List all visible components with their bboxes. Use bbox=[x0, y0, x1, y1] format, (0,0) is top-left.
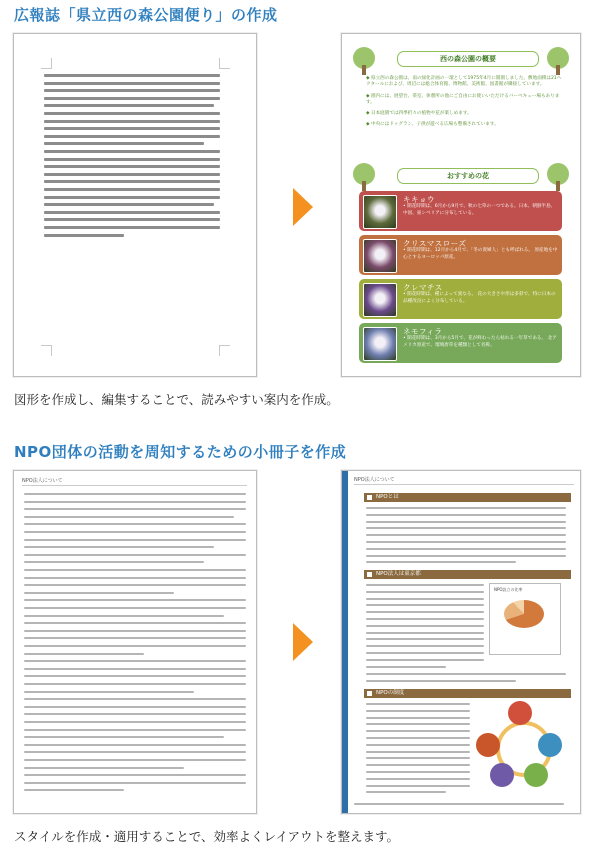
text-line bbox=[24, 516, 234, 518]
text-line bbox=[24, 698, 246, 700]
text-line bbox=[24, 615, 224, 617]
text-line bbox=[24, 531, 246, 533]
text-line bbox=[44, 226, 220, 229]
text-line bbox=[24, 789, 124, 791]
text-line bbox=[24, 683, 246, 685]
text-line bbox=[366, 541, 566, 543]
npo-styled-page bbox=[341, 470, 581, 814]
text-line bbox=[366, 744, 470, 746]
text-line bbox=[44, 196, 220, 199]
text-line bbox=[24, 660, 246, 662]
text-line bbox=[44, 211, 220, 214]
arrow-right-icon bbox=[293, 623, 313, 661]
text-line bbox=[366, 625, 484, 627]
npo-header-styled: NPO法人について bbox=[354, 477, 395, 483]
text-line bbox=[24, 501, 246, 503]
npo-section-1: NPOとは bbox=[364, 493, 571, 502]
section-title-npo: NPO団体の活動を周知するための小冊子を作成 bbox=[14, 443, 347, 461]
overview-bullet: ◆ 県立西の森公園は、南の緑化計画の一環として1975年4月に開園しました。敷地面積は21ヘクタールにおよび、周辺には総合体育館、博物館、美術館、図書館が隣接しています。 bbox=[366, 76, 562, 88]
text-line bbox=[24, 706, 246, 708]
text-line bbox=[366, 673, 566, 675]
text-line bbox=[24, 744, 246, 746]
text-line bbox=[24, 622, 246, 624]
text-line bbox=[366, 638, 484, 640]
flower-photo bbox=[363, 239, 397, 273]
text-line bbox=[24, 523, 246, 525]
text-line bbox=[24, 675, 246, 677]
text-line bbox=[24, 645, 246, 647]
text-line bbox=[366, 751, 470, 753]
flower-name: クリスマスローズ bbox=[403, 239, 467, 248]
text-line bbox=[24, 592, 174, 594]
text-line bbox=[366, 764, 470, 766]
text-line bbox=[366, 527, 566, 529]
text-line bbox=[366, 666, 446, 668]
text-line bbox=[366, 778, 470, 780]
text-line bbox=[44, 104, 214, 107]
text-line bbox=[24, 554, 246, 556]
text-line bbox=[366, 791, 446, 793]
flower-name: ネモフィラ bbox=[403, 327, 443, 336]
overview-bullet: ◆ 中央にはドッグラン、子供が遊べる広場も整備されています。 bbox=[366, 122, 499, 128]
caption-brochure: 図形を作成し、編集することで、読みやすい案内を作成。 bbox=[14, 392, 339, 407]
text-line bbox=[44, 120, 220, 123]
text-line bbox=[24, 607, 246, 609]
npo-section-3: NPOの制度 bbox=[364, 689, 571, 698]
arrow-right-icon bbox=[293, 188, 313, 226]
text-line bbox=[44, 150, 220, 153]
text-line bbox=[24, 736, 224, 738]
flower-card bbox=[359, 323, 562, 363]
flower-photo bbox=[363, 283, 397, 317]
text-line bbox=[24, 691, 194, 693]
text-line bbox=[24, 546, 214, 548]
text-line bbox=[44, 165, 220, 168]
text-line bbox=[24, 561, 204, 563]
text-line bbox=[366, 723, 470, 725]
text-line bbox=[366, 737, 470, 739]
text-line bbox=[366, 730, 470, 732]
text-line bbox=[366, 632, 484, 634]
text-line bbox=[366, 591, 484, 593]
text-line bbox=[366, 771, 470, 773]
text-line bbox=[44, 158, 220, 161]
text-line bbox=[24, 539, 246, 541]
text-line bbox=[44, 203, 214, 206]
text-line bbox=[24, 508, 246, 510]
text-line bbox=[44, 180, 220, 183]
text-line bbox=[24, 584, 246, 586]
flower-card bbox=[359, 279, 562, 319]
text-line bbox=[24, 493, 246, 495]
text-line bbox=[366, 757, 470, 759]
text-line bbox=[366, 618, 484, 620]
text-line bbox=[366, 717, 470, 719]
text-line bbox=[24, 782, 246, 784]
text-line bbox=[44, 127, 220, 130]
text-line bbox=[366, 507, 566, 509]
text-line bbox=[24, 721, 246, 723]
flower-name: キキョウ bbox=[403, 195, 435, 204]
text-line bbox=[366, 680, 516, 682]
caption-npo: スタイルを作成・適用することで、効率よくレイアウトを整えます。 bbox=[14, 829, 400, 844]
text-line bbox=[44, 82, 220, 85]
text-line bbox=[366, 584, 484, 586]
text-line bbox=[366, 548, 566, 550]
text-line bbox=[366, 514, 566, 516]
flower-description: • 開花時期は、12月から4月で、「冬の貴婦人」とも呼ばれる。 原産地を中心とするヨーロッパ原産。 bbox=[403, 248, 558, 260]
text-line bbox=[366, 652, 484, 654]
text-line bbox=[44, 74, 220, 77]
flower-card bbox=[359, 235, 562, 275]
text-line bbox=[44, 234, 124, 237]
npo-pie-title: NPO設立の比率 bbox=[494, 587, 523, 592]
flower-photo bbox=[363, 327, 397, 361]
flower-description: • 開花時期は、3月から5月で、花が終わったら枯れる一年草である。 北アメリカ原産で、瑠璃唐草を種類として名称。 bbox=[403, 336, 557, 348]
text-line bbox=[366, 534, 566, 536]
text-line bbox=[44, 135, 220, 138]
text-line bbox=[44, 112, 220, 115]
npo-section-2: NPO法人は東京都 bbox=[364, 570, 571, 579]
brochure-heading: 西の森公園の概要 bbox=[397, 51, 539, 67]
text-line bbox=[44, 188, 220, 191]
text-line bbox=[44, 173, 220, 176]
text-line bbox=[44, 142, 204, 145]
text-line bbox=[44, 89, 220, 92]
text-line bbox=[354, 803, 564, 805]
text-line bbox=[366, 710, 470, 712]
section-title-brochure: 広報誌「県立西の森公園便り」の作成 bbox=[14, 6, 278, 24]
text-line bbox=[24, 767, 184, 769]
flower-description: • 開花時期は、6月から9月で、秋の七草の一つである。日本、朝鮮半島、中国、東シベリアに分布している。 bbox=[403, 204, 556, 216]
flower-photo bbox=[363, 195, 397, 229]
text-line bbox=[24, 599, 246, 601]
text-line bbox=[24, 751, 246, 753]
text-line bbox=[366, 521, 566, 523]
npo-header-plain: NPO法人について bbox=[22, 478, 63, 484]
text-line bbox=[24, 630, 246, 632]
document-page-plain bbox=[13, 33, 257, 377]
flowers-heading: おすすめの花 bbox=[397, 168, 539, 184]
text-line bbox=[44, 218, 220, 221]
npo-cycle-diagram bbox=[474, 699, 566, 791]
text-line bbox=[24, 637, 246, 639]
text-line bbox=[44, 97, 220, 100]
text-line bbox=[366, 611, 484, 613]
brochure-page bbox=[341, 33, 581, 377]
text-line bbox=[24, 569, 246, 571]
text-line bbox=[366, 604, 484, 606]
flower-description: • 開花時期は、種によって異なる。 花の大きさや形は多彩で、特に日本の品種改良によく分布している。 bbox=[403, 292, 556, 304]
flower-card bbox=[359, 191, 562, 231]
text-line bbox=[24, 759, 246, 761]
text-line bbox=[24, 729, 246, 731]
flower-name: クレマチス bbox=[403, 283, 443, 292]
text-line bbox=[366, 561, 516, 563]
document-page-npo-plain bbox=[13, 470, 257, 814]
text-line bbox=[24, 668, 246, 670]
text-line bbox=[366, 555, 566, 557]
text-line bbox=[24, 713, 246, 715]
text-line bbox=[24, 577, 246, 579]
text-line bbox=[366, 785, 470, 787]
overview-bullet: ◆ 園内には、展望台、茶室、休憩所の他にご自由にお使いいただけるバーベキュー場もあります。 bbox=[366, 93, 560, 105]
text-line bbox=[366, 659, 484, 661]
text-line bbox=[366, 645, 484, 647]
text-line bbox=[366, 598, 484, 600]
overview-bullet: ◆ 日本庭園では四季折々の植物や花が楽しめます。 bbox=[366, 111, 472, 117]
text-line bbox=[366, 703, 470, 705]
npo-pie-card bbox=[489, 583, 561, 655]
text-line bbox=[24, 774, 246, 776]
text-line bbox=[24, 653, 144, 655]
